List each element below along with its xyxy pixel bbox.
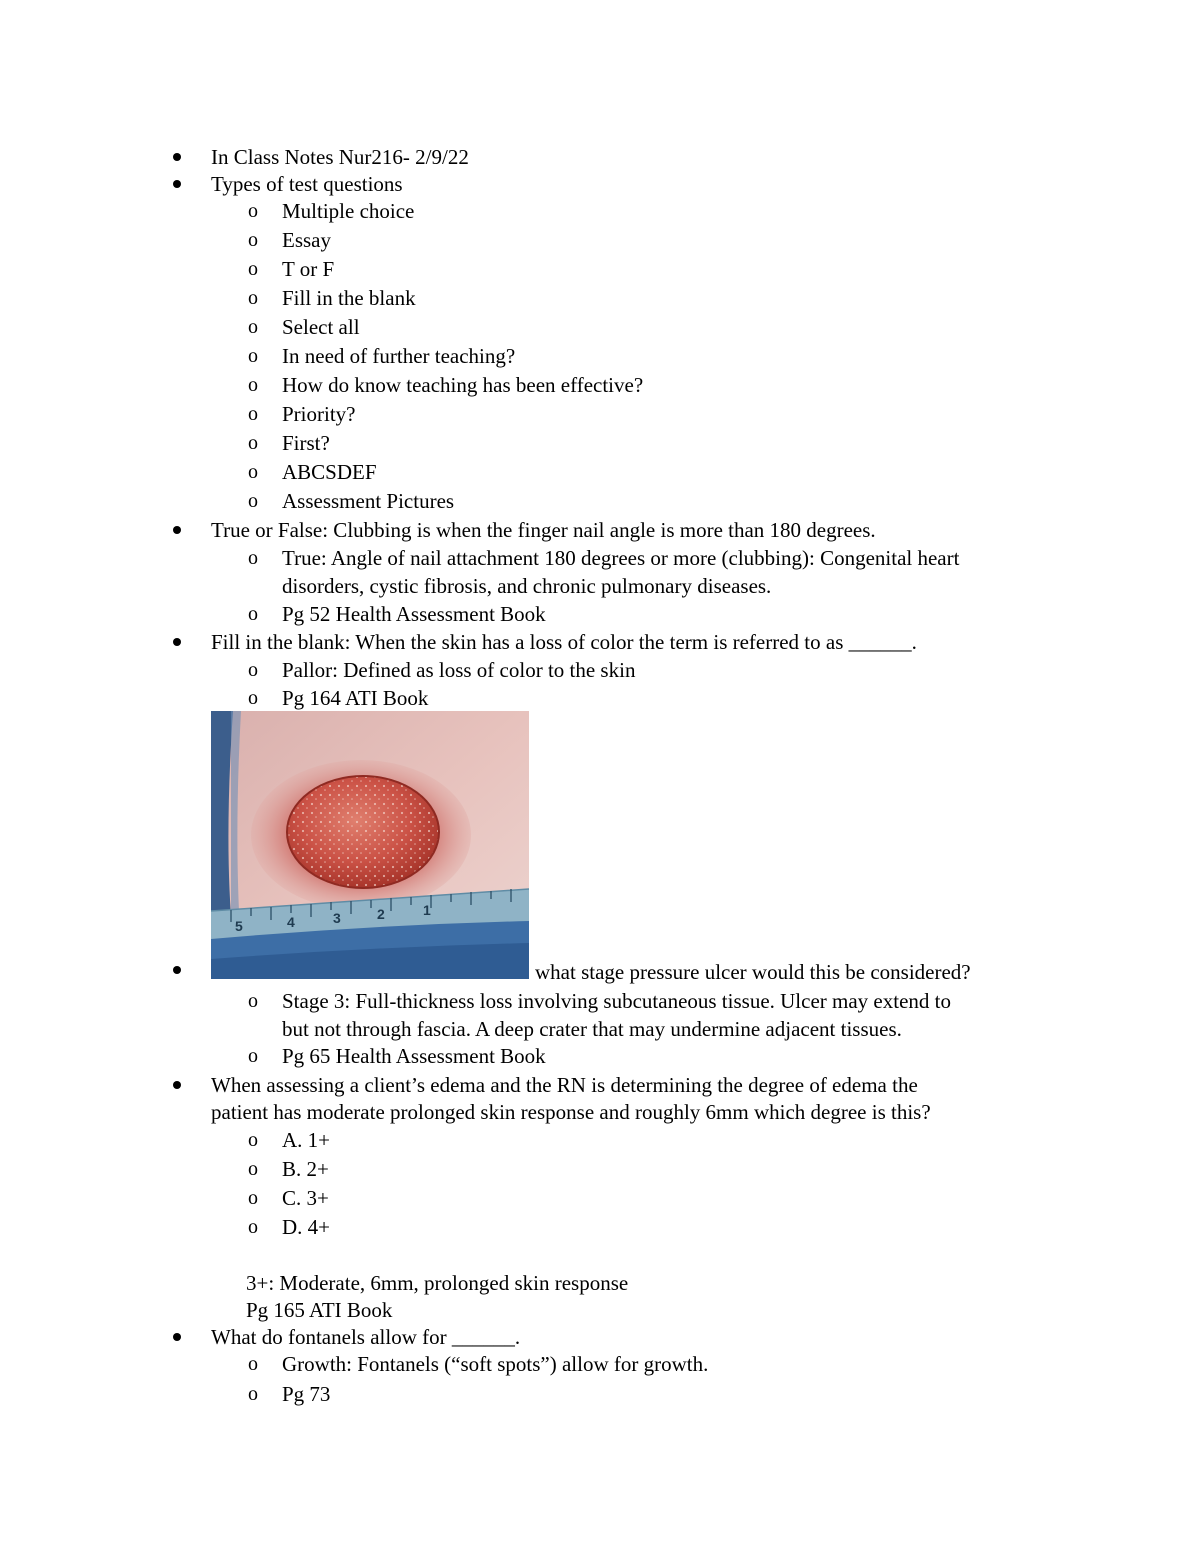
- bullet-icon: [173, 1081, 181, 1089]
- bullet-icon: [173, 1333, 181, 1341]
- answer-continuation: disorders, cystic fibrosis, and chronic pulmonary diseases.: [282, 574, 772, 598]
- circle-bullet-icon: o: [248, 432, 258, 454]
- circle-bullet-icon: o: [248, 316, 258, 338]
- bullet-icon: [173, 966, 181, 974]
- ruler-label: 1: [423, 902, 431, 918]
- bullet-icon: [173, 153, 181, 161]
- circle-bullet-icon: o: [248, 659, 258, 681]
- circle-bullet-icon: o: [248, 547, 258, 569]
- circle-bullet-icon: o: [248, 1187, 258, 1209]
- circle-bullet-icon: o: [248, 229, 258, 251]
- circle-bullet-icon: o: [248, 374, 258, 396]
- circle-bullet-icon: o: [248, 258, 258, 280]
- question-continuation: patient has moderate prolonged skin response and roughly 6mm which degree is this?: [211, 1100, 931, 1124]
- circle-bullet-icon: o: [248, 287, 258, 309]
- bullet-icon: [173, 526, 181, 534]
- circle-bullet-icon: o: [248, 990, 258, 1012]
- ruler-label: 2: [377, 906, 385, 922]
- circle-bullet-icon: o: [248, 1353, 258, 1375]
- notes-title: In Class Notes Nur216- 2/9/22: [211, 145, 469, 169]
- question-pallor: Fill in the blank: When the skin has a loss of color the term is referred to as ______.: [211, 630, 917, 654]
- question-ulcer-stage: what stage pressure ulcer would this be considered?: [535, 960, 971, 984]
- ruler-label: 3: [333, 910, 341, 926]
- circle-bullet-icon: o: [248, 1216, 258, 1238]
- circle-bullet-icon: o: [248, 1158, 258, 1180]
- circle-bullet-icon: o: [248, 1129, 258, 1151]
- pressure-ulcer-photo: [211, 711, 529, 979]
- ruler-label: 5: [235, 918, 243, 934]
- circle-bullet-icon: o: [248, 1383, 258, 1405]
- circle-bullet-icon: o: [248, 403, 258, 425]
- circle-bullet-icon: o: [248, 490, 258, 512]
- circle-bullet-icon: o: [248, 200, 258, 222]
- circle-bullet-icon: o: [248, 1045, 258, 1067]
- types-heading: Types of test questions: [211, 172, 403, 196]
- circle-bullet-icon: o: [248, 461, 258, 483]
- circle-bullet-icon: o: [248, 687, 258, 709]
- circle-bullet-icon: o: [248, 603, 258, 625]
- bullet-icon: [173, 638, 181, 646]
- question-fontanels: What do fontanels allow for ______.: [211, 1325, 521, 1349]
- answer-continuation: but not through fascia. A deep crater that may undermine adjacent tissues.: [282, 1017, 902, 1041]
- question-edema: When assessing a client’s edema and the RN is determining the degree of edema the: [211, 1073, 918, 1097]
- document-page: In Class Notes Nur216- 2/9/22 Types of test questions o Multiple choice o Essay o T or F o Fill in the blank o Select all o In need of further teaching? o How do know teaching has been effective? o Priority? o First? o ABCSDEF o Assessment Pictures True or False: Clubbing is when the finger nail angle is more than 180 degrees. o True: Angle of nail attachment 180 degrees or more (clubbing): Congenital heart disorders, cystic fibrosis, and chronic pulmonary diseases. o Pg 52 Health Assessment Book Fill in the blank: When the skin has a loss of color the term is referred to as ______. o Pallor: Defined as loss of color to the skin o Pg 164 ATI Book 5 4 3 2 1 what stage pressure ulcer would this be considered? o Stage 3: Full-thickness loss involving subcutaneous tissue. Ulcer may extend to but not through fascia. A deep crater that may undermine adjacent tissues. o Pg 65 Health Assessment Book When assessing a client’s edema and the RN is determining the degree of edema the patient has moderate prolonged skin response and roughly 6mm which degree is this? o A. 1+ o B. 2+ o C. 3+ o D. 4+ 3+: Moderate, 6mm, prolonged skin response Pg 165 ATI Book What do fontanels allow for ______. o Growth: Fontanels (“soft spots”) allow for growth. o Pg 73: [0, 0, 1200, 1553]
- circle-bullet-icon: o: [248, 345, 258, 367]
- bullet-icon: [173, 180, 181, 188]
- edema-ref: Pg 165 ATI Book: [246, 1298, 393, 1322]
- ruler-label: 4: [287, 914, 295, 930]
- question-clubbing: True or False: Clubbing is when the finger nail angle is more than 180 degrees.: [211, 518, 876, 542]
- edema-answer: 3+: Moderate, 6mm, prolonged skin response: [246, 1271, 629, 1295]
